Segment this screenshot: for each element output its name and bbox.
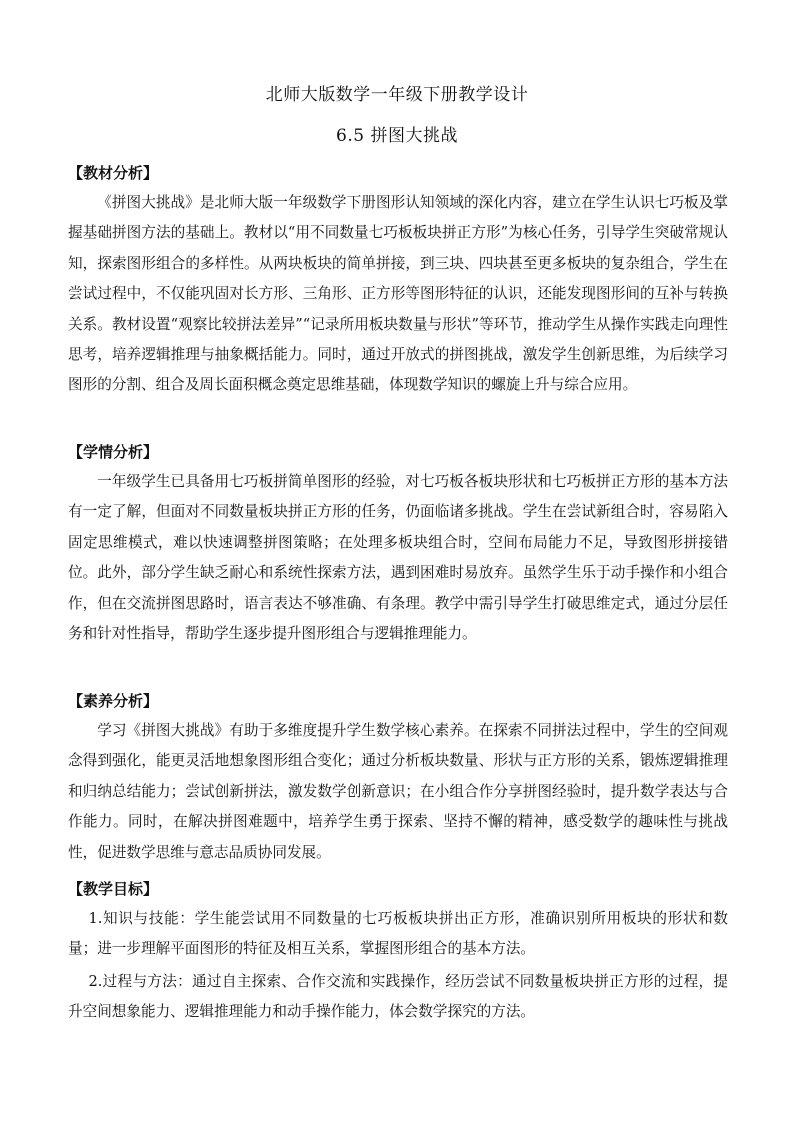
section-teaching-objectives [68, 876, 728, 1028]
lesson-title: 6.5 拼图大挑战 [336, 126, 458, 146]
paragraph: 学习《拼图大挑战》有助于多维度提升学生数学核心素养。在探索不同拼法过程中，学生的空间观念得到强化，能更灵活地想象图形组合变化；通过分析板块数量、形状与正方形的关系，锻炼逻辑推理和归纳总结能力；尝试创新拼法，激发数学创新意识；在小组合作分享拼图经验时，提升数学表达与合作能力。同时，在解决拼图难题中，培养学生勇于探索、坚持不懈的精神，感受数学的趣味性与挑战性，促进数学思维与意志品质协同发展。 [68, 722, 728, 861]
paragraph: 一年级学生已具备用七巧板拼简单图形的经验，对七巧板各板块形状和七巧板拼正方形的基本方法有一定了解，但面对不同数量板块拼正方形的任务，仍面临诸多挑战。学生在尝试新组合时，容易陷入固定思维模式，难以快速调整拼图策略；在处理多板块组合时，空间布局能力不足，导致图形拼接错位。此外，部分学生缺乏耐心和系统性探索方法，遇到困难时易放弃。虽然学生乐于动手操作和小组合作，但在交流拼图思路时，语言表达不够准确、有条理。教学中需引导学生打破思维定式，通过分层任务和针对性指导，帮助学生逐步提升图形组合与逻辑推理能力。 [68, 473, 728, 643]
section-learner-analysis [68, 439, 728, 649]
paragraph: 《拼图大挑战》是北师大版一年级数学下册图形认知领域的深化内容，建立在学生认识七巧板及掌握基础拼图方法的基础上。教材以“用不同数量七巧板板块拼正方形”为核心任务，引导学生突破常规认知，探索图形组合的多样性。从两块板块的简单拼接，到三块、四块甚至更多板块的复杂组合，学生在尝试过程中，不仅能巩固对长方形、三角形、正方形等图形特征的认识，还能发现图形间的互补与转换关系。教材设置“观察比较拼法差异”“记录所用板块数量与形状”等环节，推动学生从操作实践走向理性思考，培养逻辑推理与抽象概括能力。同时，通过开放式的拼图挑战，激发学生创新思维，为后续学习图形的分割、组合及周长面积概念奠定思维基础，体现数学知识的螺旋上升与综合应用。 [68, 194, 728, 394]
objective-paragraph: 1.知识与技能：学生能尝试用不同数量的七巧板板块拼出正方形，准确识别所用板块的形状和数量；进一步理解平面图形的特征及相互关系，掌握图形组合的基本方法。 [68, 910, 728, 958]
section-heading: 【教学目标】 [68, 880, 159, 898]
section-competency-analysis [68, 688, 728, 868]
section-heading: 【素养分析】 [68, 692, 159, 710]
objective-paragraph: 2.过程与方法：通过自主探索、合作交流和实践操作，经历尝试不同数量板块拼正方形的过程，提升空间想象能力、逻辑推理能力和动手操作能力，体会数学探究的方法。 [68, 972, 728, 1021]
document-title: 北师大版数学一年级下册教学设计 [265, 85, 529, 105]
section-textbook-analysis [68, 160, 728, 401]
section-heading: 【学情分析】 [68, 443, 159, 461]
section-heading: 【教材分析】 [68, 164, 159, 182]
